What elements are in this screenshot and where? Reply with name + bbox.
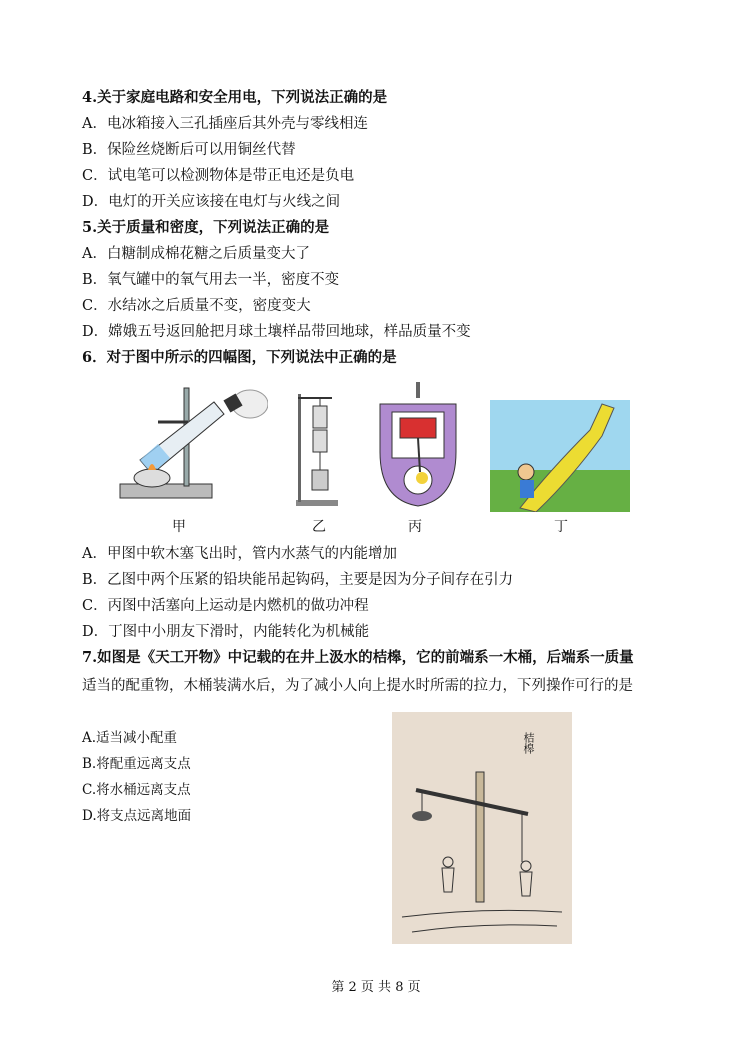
q5-option-c: C．水结冰之后质量不变，密度变大 bbox=[82, 298, 311, 314]
q7-stem-line1: 7.如图是《天工开物》中记载的在井上汲水的桔槔，它的前端系一木桶，后端系一质量 bbox=[82, 649, 634, 666]
q7-option-b: B.将配重远离支点 bbox=[82, 756, 191, 772]
q6-option-a: A．甲图中软木塞飞出时，管内水蒸气的内能增加 bbox=[82, 546, 397, 562]
q6-option-b: B．乙图中两个压紧的铅块能吊起钩码，主要是因为分子间存在引力 bbox=[82, 572, 514, 588]
caption-yi: 乙 bbox=[312, 519, 326, 535]
q5-option-a: A．白糖制成棉花糖之后质量变大了 bbox=[82, 246, 310, 262]
q5-option-b: B．氧气罐中的氧气用去一半，密度不变 bbox=[82, 272, 340, 288]
page-footer: 第 2 页 共 8 页 bbox=[331, 980, 421, 995]
q5-option-d: D．嫦娥五号返回舱把月球土壤样品带回地球，样品质量不变 bbox=[82, 324, 471, 340]
q7-option-d: D.将支点远离地面 bbox=[82, 808, 192, 824]
figure-ding-slide bbox=[490, 400, 630, 512]
q4-option-c: C．试电笔可以检测物体是带正电还是负电 bbox=[82, 168, 355, 184]
figure-yi-lead-blocks bbox=[292, 392, 342, 508]
caption-bing: 丙 bbox=[408, 519, 422, 535]
figure-title-jiegao: 桔槔 bbox=[522, 732, 535, 754]
q7-option-a: A.适当减小配重 bbox=[82, 730, 178, 746]
q6-option-c: C．丙图中活塞向上运动是内燃机的做功冲程 bbox=[82, 598, 369, 614]
caption-jia: 甲 bbox=[172, 519, 186, 535]
caption-ding: 丁 bbox=[554, 519, 568, 535]
figure-jiegao-woodcut bbox=[392, 712, 572, 944]
q5-stem: 5.关于质量和密度，下列说法正确的是 bbox=[82, 219, 330, 236]
q6-stem: 6．对于图中所示的四幅图，下列说法中正确的是 bbox=[82, 349, 397, 366]
q4-option-d: D．电灯的开关应该接在电灯与火线之间 bbox=[82, 194, 341, 210]
q7-option-c: C.将水桶远离支点 bbox=[82, 782, 191, 798]
jiegao-illustration bbox=[392, 712, 572, 944]
q4-option-b: B．保险丝烧断后可以用铜丝代替 bbox=[82, 142, 296, 158]
q4-stem: 4.关于家庭电路和安全用电，下列说法正确的是 bbox=[82, 89, 388, 106]
figure-jia-test-tube bbox=[118, 382, 268, 506]
q4-option-a: A．电冰箱接入三孔插座后其外壳与零线相连 bbox=[82, 116, 368, 132]
q6-option-d: D．丁图中小朋友下滑时，内能转化为机械能 bbox=[82, 624, 370, 640]
figure-bing-engine bbox=[374, 380, 462, 510]
q7-stem-line2: 适当的配重物，木桶装满水后，为了减小人向上提水时所需的拉力，下列操作可行的是 bbox=[82, 678, 633, 694]
